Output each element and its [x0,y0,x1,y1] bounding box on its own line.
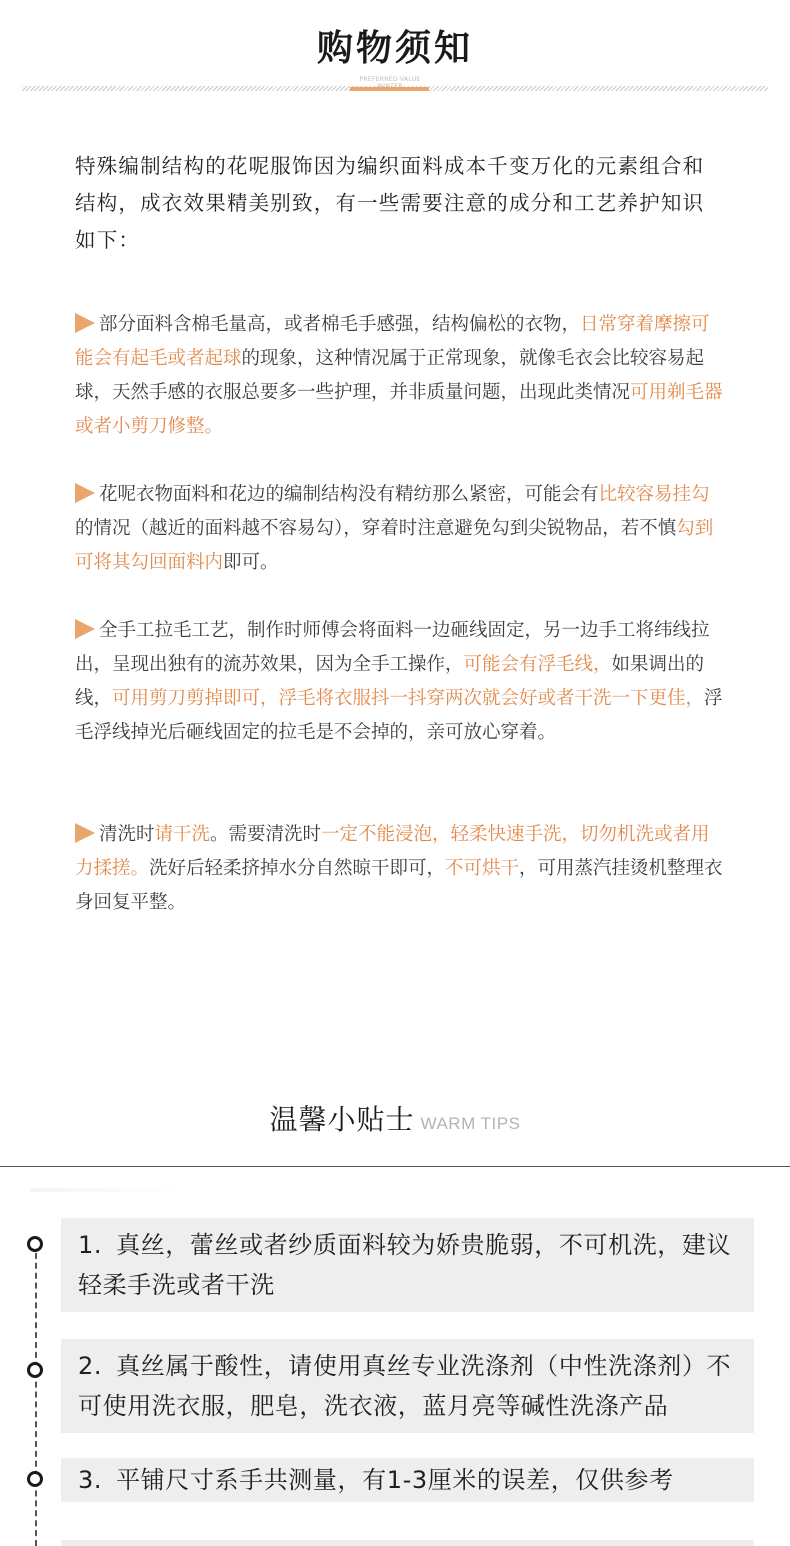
intro-paragraph: 特殊编制结构的花呢服饰因为编织面料成本千变万化的元素组合和结构，成衣效果精美别致，有一些需要注意的成分和工艺养护知识如下： [75,154,705,252]
tip-text: 真丝属于酸性，请使用真丝专业洗涤剂（中性洗涤剂）不可使用洗衣服，肥皂，洗衣液，蓝月亮等碱性洗涤产品 [78,1352,732,1420]
timeline-dot-icon [27,1236,43,1252]
care-note [75,478,723,580]
note-highlight: 一定不能浸泡，轻柔快速手洗，切勿机洗或者用力揉搓。 [75,824,710,879]
tip-number: 2. [78,1352,103,1380]
note-segment: 。需要清洗时 [210,824,322,845]
header-subtitle: PREFERRED VALUE [359,76,421,83]
tip-text: 平铺尺寸系手共测量，有1-3厘米的误差，仅供参考 [116,1466,674,1494]
note-text [75,314,723,437]
triangle-bullet-icon [75,823,95,843]
note-highlight: 日常穿着摩擦可能会有起毛或者起球 [75,314,710,369]
triangle-bullet-icon [75,313,95,333]
note-highlight: 可用剪刀剪掉即可，浮毛将衣服抖一抖穿两次就会好或者干洗一下更佳， [112,688,705,709]
note-segment: ，可用蒸汽挂烫机整理衣身回复平整。 [75,858,723,913]
note-segment: 如果调出的线， [75,654,705,709]
note-text [75,824,723,913]
triangle-bullet-icon [75,483,95,503]
note-highlight: 勾到可将其勾回面料内 [75,518,714,573]
note-highlight: 请干洗 [154,824,211,845]
note-segment: 洗好后轻柔挤掉水分自然晾干即可， [149,858,446,879]
note-highlight: 可用剃毛器或者小剪刀修整。 [75,382,723,437]
note-segment: 的现象，这种情况属于正常现象，就像毛衣会比较容易起球，天然手感的衣服总要多一些护理，并非质量问题，出现此类情况 [75,348,705,403]
tip-number: 3. [78,1466,103,1494]
care-note [75,614,723,750]
tip-card [61,1339,754,1433]
warm-tips-heading [0,1098,790,1138]
tip-text: 真丝，蕾丝或者纱质面料较为娇贵脆弱，不可机洗，建议轻柔手洗或者干洗 [78,1231,732,1299]
note-highlight: 比较容易挂勾 [598,484,710,505]
care-note [75,308,723,444]
tip-card-partial [61,1540,754,1546]
note-segment: 的情况（越近的面料越不容易勾），穿着时注意避免勾到尖锐物品，若不慎 [75,518,677,539]
tip-card [61,1458,754,1502]
warm-tips-subtitle: WARM TIPS [420,1114,521,1133]
triangle-bullet-icon [75,619,95,639]
note-segment: 清洗时 [99,824,155,845]
care-note [75,818,723,920]
faint-decoration [30,1188,180,1192]
tip-number: 1. [78,1231,103,1259]
warm-tips-title: 温馨小贴士 [269,1103,415,1136]
timeline-dot-icon [27,1362,43,1378]
note-segment: 浮毛浮线掉光后砸线固定的拉毛是不会掉的，亲可放心穿着。 [75,688,723,743]
note-highlight: 不可烘干 [445,858,520,879]
section-divider [0,1166,790,1167]
page-title: 购物须知 [316,28,473,69]
note-segment: 部分面料含棉毛量高，或者棉毛手感强，结构偏松的衣物， [99,314,581,335]
header-accent-bar [350,87,429,91]
note-segment: 花呢衣物面料和花边的编制结构没有精纺那么紧密，可能会有 [99,484,599,505]
note-text [75,620,723,743]
note-text [75,484,713,573]
timeline-dashed-line [35,1243,37,1546]
note-highlight: 可能会有浮毛线， [463,654,612,675]
timeline-dot-icon [27,1471,43,1487]
note-segment: 全手工拉毛工艺，制作时师傅会将面料一边砸线固定，另一边手工将纬线拉出，呈现出独有的流苏效果，因为全手工操作， [75,620,710,675]
tip-card [61,1218,754,1312]
note-segment: 即可。 [223,552,279,573]
